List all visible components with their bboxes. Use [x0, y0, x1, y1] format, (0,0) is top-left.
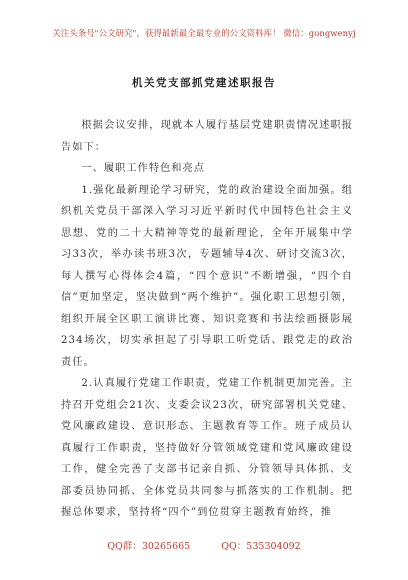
footer-qq: QQ：535304092 — [221, 541, 301, 552]
section-heading: 一、履职工作特色和亮点 — [81, 163, 206, 174]
paragraph-item-2: 2.认真履行党建工作职责，党建工作机制更加完善。主持召开党组会21次、支委会议23次，研究部署机关党建、党风廉政建设、意识形态、主题教育等工作。班子成员认真履行工作职责，坚持做好分管领域党建和党风廉政建设工作，健全完善了支部书记亲自抓、分管领导具体抓、支部委员协同抓、全体党员共同参与抓落实的工作机制。把握总体要求，坚持将“四个”到位贯穿主题教育始终，推 — [61, 378, 353, 518]
footer-qq-group: QQ群：30265665 — [107, 541, 191, 552]
document-title: 机关党支部抓党建述职报告 — [132, 77, 276, 89]
paragraph-intro: 根据会议安排，现就本人履行基层党建职责情况述职报告如下： — [61, 120, 353, 153]
document-body — [61, 115, 353, 524]
footer-contact — [0, 538, 408, 552]
paragraph-item-1: 1.强化最新理论学习研究，党的政治建设全面加强。组织机关党员干部深入学习习近平新时代中国特色社会主义思想、党的二十大精神等党的最新理论，全年开展集中学习33次，举办读书班3次，专题辅导4次、研讨交流3次，每人撰写心得体会4篇，“四个意识”不断增强，“四个自信”更加坚定，坚决做到“两个维护”。强化职工思想引领，组织开展全区职工演讲比赛、知识竞赛和书法绘画摄影展234场次，切实承担起了引导职工听党话、跟党走的政治责任。 — [61, 184, 353, 368]
header-promo-note: 关注头条号"公文研究"，获得最新最全最专业的公文资料库！ 微信：gongwenyj — [52, 28, 356, 38]
